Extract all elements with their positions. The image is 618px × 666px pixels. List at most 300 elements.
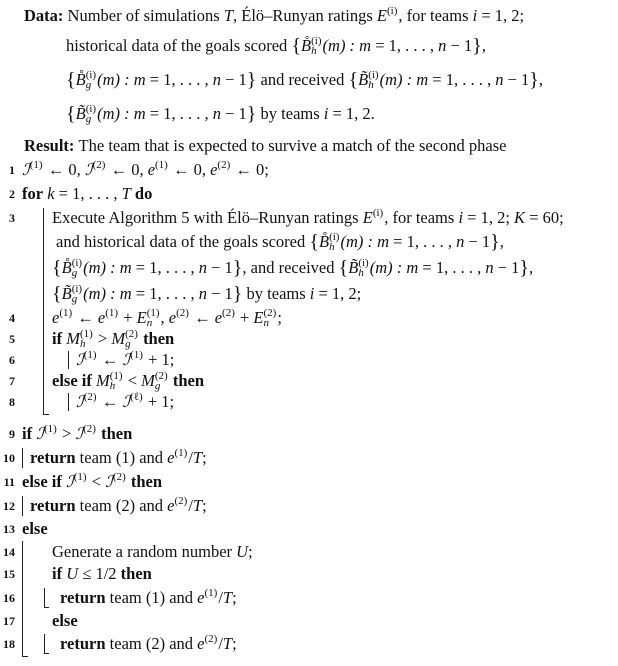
math-symbol: [66, 329, 94, 349]
math-base: B̊: [61, 258, 72, 277]
math-base: E: [253, 308, 264, 327]
math-symbol: [301, 36, 322, 56]
math-scripts: [105, 308, 118, 328]
text: ;: [202, 496, 207, 515]
math-symbol: [215, 308, 236, 328]
text: <: [123, 371, 142, 390]
keyword: return: [60, 634, 106, 653]
subscript: g: [71, 267, 78, 279]
inner-else-foot: [44, 653, 49, 654]
math-base: e: [52, 308, 60, 327]
keyword: then: [168, 371, 204, 390]
math-var: n: [212, 104, 221, 123]
math-symbol: [76, 392, 98, 412]
text: ;: [232, 634, 237, 653]
text: ;: [277, 308, 282, 327]
keyword: for: [22, 184, 48, 203]
math-scripts: [74, 472, 87, 492]
text: Execute Algorithm 5 with Élö–Runyan ratings: [52, 208, 363, 227]
subscript: n: [263, 317, 270, 329]
math-symbol: [98, 308, 119, 328]
brace: }: [472, 35, 482, 57]
subscript: [105, 318, 118, 328]
brace: }: [490, 231, 500, 253]
math-base: E: [376, 6, 387, 25]
result-text: The team that is expected to survive a match of the second phase: [78, 136, 507, 155]
math-scripts: [329, 232, 339, 252]
brace: {: [291, 35, 302, 57]
text: by teams: [242, 284, 310, 303]
math-var: (m) : m: [379, 70, 429, 89]
math-base: B̃: [61, 284, 72, 303]
math-scripts: [72, 284, 82, 304]
math-base: M: [111, 329, 126, 348]
keyword: else: [52, 611, 78, 630]
algorithm-line: [22, 160, 269, 180]
text: + 1;: [143, 350, 175, 369]
math-symbol: [76, 104, 97, 124]
math-scripts: [80, 329, 93, 349]
keyword: do: [130, 184, 153, 203]
subscript: [113, 482, 126, 492]
math-base: B̃: [358, 70, 369, 89]
text: − 1: [220, 104, 247, 123]
math-base: E: [362, 208, 373, 227]
math-scripts: [147, 308, 160, 328]
brace: }: [232, 283, 243, 305]
text: ;: [248, 542, 253, 561]
math-scripts: [155, 160, 168, 180]
superscript: (i): [71, 283, 83, 295]
math-symbol: [253, 308, 277, 328]
subscript: [44, 434, 57, 444]
math-base: e: [167, 448, 175, 467]
math-base: e: [97, 308, 106, 327]
text: = 1, . . . ,: [145, 104, 213, 123]
math-var: T: [222, 634, 233, 653]
text: − 1: [206, 284, 233, 303]
keyword: if: [52, 329, 67, 348]
subscript: [83, 434, 96, 444]
math-base: e: [167, 496, 175, 515]
text: = 1, 2.: [328, 104, 375, 123]
math-symbol: [197, 634, 218, 654]
if-block-rule: [68, 351, 69, 369]
keyword: return: [30, 496, 76, 515]
line-number: 15: [3, 567, 15, 581]
superscript: (i): [329, 231, 340, 243]
brace: }: [246, 69, 257, 91]
algorithm-line: [22, 184, 152, 204]
for-block-rule: [43, 208, 44, 414]
line-number: 1: [9, 163, 15, 177]
data-line-0: [24, 6, 524, 26]
math-var: T: [223, 6, 233, 25]
brace: {: [66, 103, 76, 125]
keyword: then: [138, 329, 175, 348]
math-symbol: [148, 160, 169, 180]
math-var: T: [222, 588, 233, 607]
math-scripts: [358, 258, 368, 278]
math-var: T: [192, 496, 203, 515]
math-var: n: [198, 284, 207, 303]
subscript: [84, 402, 97, 412]
superscript: (i): [85, 69, 97, 81]
math-symbol: [22, 160, 44, 180]
text: − 1: [464, 232, 491, 251]
text: team (2) and: [75, 496, 168, 515]
algorithm-line: [52, 329, 174, 349]
superscript: (1): [155, 159, 168, 171]
algorithm-line: [52, 542, 253, 562]
keyword: then: [120, 564, 152, 583]
text: ≤ 1/2: [78, 564, 121, 583]
math-scripts: [217, 160, 230, 180]
math-var: (m) : m: [340, 232, 390, 251]
math-scripts: [175, 496, 188, 516]
math-symbol: [358, 70, 379, 90]
subscript: [130, 402, 143, 412]
superscript: (2): [83, 423, 96, 435]
superscript: (i): [368, 69, 379, 81]
subscript: h: [329, 241, 335, 253]
text: by teams: [256, 104, 324, 123]
inner-else-rule: [44, 634, 45, 653]
text: , Élö–Runyan ratings: [233, 6, 377, 25]
text: /: [218, 588, 223, 607]
subscript: [373, 218, 383, 228]
text: ← 0,: [43, 160, 85, 179]
line-number: 17: [3, 614, 15, 628]
superscript: (i): [311, 35, 322, 47]
line-number: 16: [3, 591, 15, 605]
math-scripts: [83, 424, 96, 444]
text: /: [218, 634, 223, 653]
math-var: n: [495, 70, 504, 89]
keyword: if: [22, 424, 37, 443]
math-base: e: [210, 160, 218, 179]
text: +: [235, 308, 254, 327]
superscript: (2): [217, 159, 231, 171]
math-base: e: [147, 160, 156, 179]
math-var: K: [514, 208, 526, 227]
math-scripts: [86, 70, 96, 90]
subscript: [84, 360, 97, 370]
brace: {: [309, 231, 319, 253]
math-base: ℐ: [36, 424, 44, 443]
line-number: 10: [3, 451, 15, 465]
algorithm-line: [52, 258, 533, 278]
math-symbol: [62, 284, 83, 304]
text: ←: [73, 308, 98, 327]
algorithm-line: [52, 611, 78, 631]
subscript: [176, 318, 189, 328]
text: /: [188, 496, 193, 515]
algorithm-line: [30, 496, 207, 516]
text: ,: [160, 308, 169, 327]
text: − 1: [220, 70, 247, 89]
subscript: h: [311, 45, 317, 57]
superscript: (i): [372, 207, 384, 219]
math-symbol: [105, 472, 127, 492]
math-var: (m) : m: [322, 36, 372, 55]
math-symbol: [111, 329, 139, 349]
math-symbol: [197, 588, 218, 608]
math-scripts: [264, 308, 277, 328]
text: − 1: [206, 258, 233, 277]
text: = 1, 2;: [463, 208, 515, 227]
text: ,: [481, 36, 486, 55]
math-var: (m) : m: [97, 104, 146, 123]
math-symbol: [36, 424, 58, 444]
brace: }: [246, 103, 257, 125]
keyword: return: [30, 448, 76, 467]
text: Generate a random number: [52, 542, 237, 561]
math-scripts: [205, 634, 218, 654]
line-number: 13: [3, 522, 15, 536]
text: , for teams: [398, 6, 473, 25]
superscript: (1): [83, 349, 97, 361]
superscript: (i): [358, 257, 369, 269]
math-base: ℐ: [122, 392, 131, 411]
text: ← 0,: [106, 160, 148, 179]
text: , for teams: [384, 208, 459, 227]
text: team (2) and: [105, 634, 198, 653]
math-scripts: [130, 392, 143, 412]
math-symbol: [167, 496, 188, 516]
superscript: (2): [174, 495, 188, 507]
text: = 60;: [525, 208, 564, 227]
brace: {: [52, 257, 62, 279]
superscript: (2): [154, 370, 168, 382]
math-symbol: [122, 350, 144, 370]
math-base: B̊: [318, 232, 330, 251]
text: ;: [202, 448, 207, 467]
math-symbol: [122, 392, 143, 412]
math-base: e: [168, 308, 177, 327]
math-var: i: [323, 104, 329, 123]
math-var: n: [485, 258, 494, 277]
algorithm-line: [60, 588, 237, 608]
algorithm-line: [52, 564, 152, 584]
brace: }: [232, 257, 243, 279]
math-symbol: [52, 308, 73, 328]
math-var: U: [236, 542, 249, 561]
math-scripts: [387, 6, 397, 26]
brace: {: [338, 257, 349, 279]
superscript: (2): [112, 471, 126, 483]
text: , and received: [242, 258, 339, 277]
math-scripts: [311, 36, 321, 56]
subscript: [74, 482, 87, 492]
algorithm-line: [76, 392, 174, 412]
inner-if-foot: [44, 607, 49, 608]
text: and historical data of the goals scored: [56, 232, 310, 251]
math-scripts: [125, 329, 138, 349]
algorithm-line: [56, 232, 504, 252]
math-base: M: [95, 371, 110, 390]
math-scripts: [86, 104, 96, 124]
math-symbol: [76, 350, 98, 370]
math-symbol: [319, 232, 340, 252]
subscript: h: [109, 380, 116, 392]
math-var: i: [472, 6, 478, 25]
math-base: e: [197, 634, 205, 653]
superscript: (2): [263, 307, 277, 319]
math-symbol: [75, 424, 97, 444]
text: − 1: [493, 258, 520, 277]
math-base: B̊: [75, 70, 86, 89]
superscript: (1): [73, 471, 87, 483]
math-var: n: [438, 36, 447, 55]
algorithm-line: [52, 308, 282, 328]
math-scripts: [84, 350, 97, 370]
math-symbol: [363, 208, 384, 228]
line-number: 18: [3, 637, 15, 651]
algorithm-line: [52, 284, 361, 304]
data-line-2: [66, 70, 543, 90]
keyword: if: [52, 564, 67, 583]
superscript: (ℓ): [130, 391, 143, 403]
result-line: [24, 136, 506, 156]
math-var: (m) : m: [83, 258, 132, 277]
line-number: 7: [9, 374, 15, 388]
line-number: 12: [3, 499, 15, 513]
text: historical data of the goals scored: [66, 36, 292, 55]
math-var: (m) : m: [369, 258, 419, 277]
math-var: n: [212, 70, 221, 89]
algorithm-line: [22, 472, 162, 492]
elseif-block-rule: [68, 393, 69, 411]
math-scripts: [130, 350, 143, 370]
line-content: [68, 6, 525, 26]
math-symbol: [96, 371, 124, 391]
subscript: [30, 170, 43, 180]
line-number: 8: [9, 395, 15, 409]
subscript: [130, 360, 143, 370]
line-number: 3: [9, 211, 15, 225]
subscript: [205, 644, 218, 654]
math-scripts: [110, 371, 123, 391]
text: = 1, . . . ,: [54, 184, 122, 203]
math-base: ℐ: [105, 472, 113, 491]
superscript: (1): [29, 159, 43, 171]
math-scripts: [373, 208, 383, 228]
superscript: (2): [125, 328, 138, 340]
text: = 1, . . . ,: [371, 36, 439, 55]
math-scripts: [222, 308, 235, 328]
text: team (1) and: [105, 588, 198, 607]
superscript: (1): [105, 307, 119, 319]
math-symbol: [169, 308, 190, 328]
superscript: (1): [109, 370, 123, 382]
math-scripts: [176, 308, 189, 328]
math-base: B̊: [301, 36, 312, 55]
text: >: [93, 329, 112, 348]
math-base: ℐ: [76, 392, 84, 411]
text: <: [87, 472, 106, 491]
superscript: (1): [79, 328, 93, 340]
math-var: n: [456, 232, 465, 251]
line-number: 9: [9, 427, 15, 441]
text: ,: [538, 70, 544, 89]
math-base: e: [197, 588, 205, 607]
text: +: [119, 308, 137, 327]
subscript: [205, 598, 218, 608]
superscript: (1): [146, 307, 160, 319]
math-scripts: [30, 160, 43, 180]
math-var: n: [198, 258, 207, 277]
math-symbol: [66, 472, 88, 492]
superscript: (1): [174, 447, 188, 459]
text: ,: [529, 258, 534, 277]
line-number: 5: [9, 332, 15, 346]
math-scripts: [205, 588, 218, 608]
if-block-rule-2: [22, 448, 23, 468]
math-symbol: [137, 308, 161, 328]
line-content: [66, 36, 486, 56]
subscript: [59, 318, 72, 328]
math-symbol: [141, 371, 169, 391]
subscript: h: [368, 79, 374, 91]
keyword: else if: [22, 472, 66, 491]
data-label: Data:: [24, 6, 64, 25]
superscript: (2): [83, 391, 97, 403]
subscript: [217, 170, 230, 180]
subscript: h: [358, 267, 364, 279]
brace: {: [66, 69, 76, 91]
math-scripts: [72, 258, 82, 278]
keyword: then: [126, 472, 163, 491]
line-number: 2: [9, 187, 15, 201]
superscript: (2): [222, 307, 235, 319]
math-base: ℐ: [84, 160, 93, 179]
text: and received: [256, 70, 349, 89]
text: = 1, . . . ,: [418, 258, 486, 277]
math-base: E: [136, 308, 147, 327]
line-content: [66, 70, 543, 90]
math-base: e: [214, 308, 223, 327]
brace: {: [348, 69, 359, 91]
math-var: T: [192, 448, 203, 467]
line-number: 14: [3, 545, 15, 559]
math-var: (m) : m: [97, 70, 146, 89]
math-base: B̃: [75, 104, 86, 123]
text: = 1, . . . ,: [131, 258, 199, 277]
math-symbol: [167, 448, 188, 468]
subscript: g: [154, 380, 161, 392]
math-var: i: [458, 208, 464, 227]
keyword: else if: [52, 371, 96, 390]
subscript: h: [79, 338, 86, 350]
math-scripts: [113, 472, 126, 492]
line-content: [66, 104, 375, 124]
math-var: i: [309, 284, 315, 303]
math-scripts: [93, 160, 106, 180]
data-line-3: [66, 104, 375, 124]
superscript: (1): [43, 423, 57, 435]
superscript: (i): [71, 257, 83, 269]
text: = 1, . . . ,: [145, 70, 213, 89]
keyword: else: [22, 519, 48, 538]
superscript: (1): [204, 587, 218, 599]
text: − 1: [446, 36, 473, 55]
math-base: ℐ: [76, 350, 84, 369]
else-block-rule: [22, 541, 23, 656]
text: = 1, 2;: [314, 284, 362, 303]
text: ← 0;: [231, 160, 269, 179]
subscript: [387, 16, 397, 26]
